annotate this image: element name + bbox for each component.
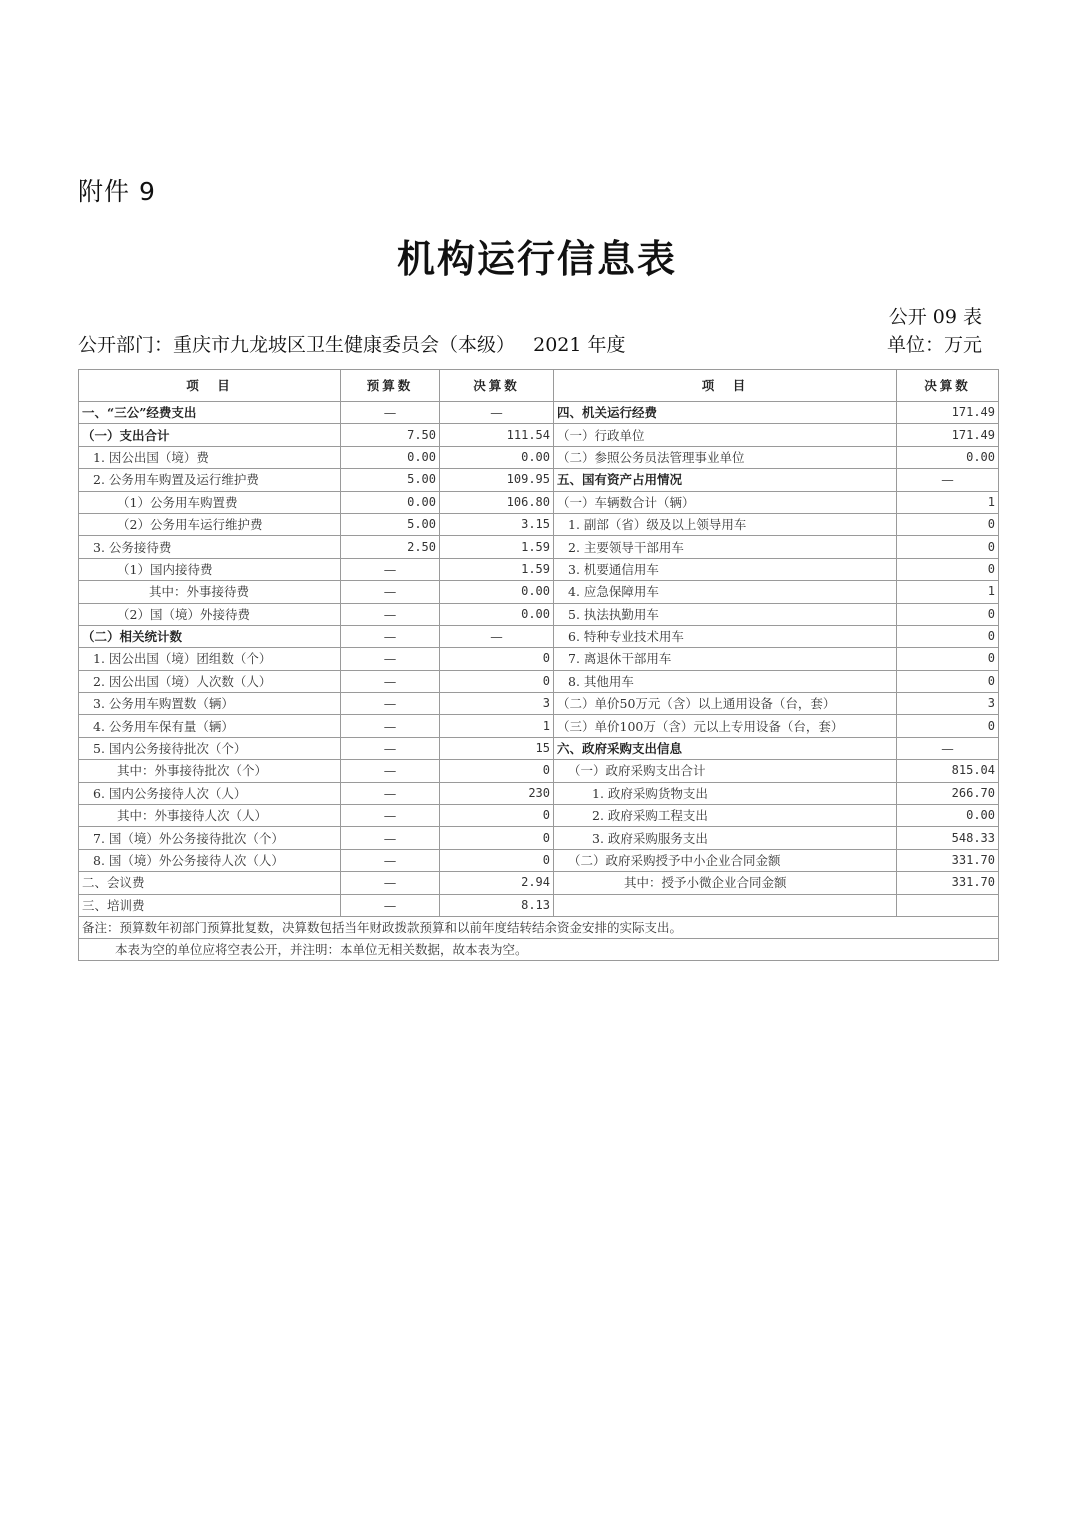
table-note-row: [79, 938, 999, 960]
header-final-right: 决算数: [897, 370, 999, 402]
item-left: （一）支出合计: [79, 424, 341, 446]
item-right: 1. 政府采购货物支出: [554, 782, 897, 804]
final-value-right: 171.49: [897, 402, 999, 424]
item-left: 2. 公务用车购置及运行维护费: [79, 469, 341, 491]
item-right: 2. 政府采购工程支出: [554, 805, 897, 827]
table-row: [79, 737, 999, 759]
table-note: 备注：预算数年初部门预算批复数，决算数包括当年财政拨款预算和以前年度结转结余资金安排的实际支出。: [79, 916, 999, 938]
final-value: 0: [440, 670, 554, 692]
budget-value: 7.50: [341, 424, 440, 446]
final-value: 0.00: [440, 581, 554, 603]
final-value: 109.95: [440, 469, 554, 491]
item-left: 1. 因公出国（境）团组数（个）: [79, 648, 341, 670]
final-value: 0: [440, 849, 554, 871]
table-body: [79, 402, 999, 917]
budget-value: —: [341, 670, 440, 692]
budget-value: —: [341, 827, 440, 849]
item-right: [554, 894, 897, 916]
final-value-right: 0: [897, 648, 999, 670]
table-row: [79, 581, 999, 603]
item-right: （二）参照公务员法管理事业单位: [554, 446, 897, 468]
item-left: 3. 公务接待费: [79, 536, 341, 558]
budget-value: 5.00: [341, 513, 440, 535]
final-value: 0: [440, 648, 554, 670]
table-row: [79, 491, 999, 513]
table-row: [79, 827, 999, 849]
table-row: [79, 424, 999, 446]
item-right: 六、政府采购支出信息: [554, 737, 897, 759]
final-value-right: 0: [897, 603, 999, 625]
item-right: 5. 执法执勤用车: [554, 603, 897, 625]
table-row: [79, 648, 999, 670]
item-left: 5. 国内公务接待批次（个）: [79, 737, 341, 759]
final-value-right: 331.70: [897, 872, 999, 894]
final-value: 15: [440, 737, 554, 759]
item-right: （三）单价100万（含）元以上专用设备（台，套）: [554, 715, 897, 737]
unit-label: 单位：万元: [886, 334, 982, 356]
final-value: 8.13: [440, 894, 554, 916]
table-row: [79, 402, 999, 424]
final-value: 106.80: [440, 491, 554, 513]
table-row: [79, 670, 999, 692]
final-value: —: [440, 402, 554, 424]
item-right: （二）政府采购授予中小企业合同金额: [554, 849, 897, 871]
item-left: 2. 因公出国（境）人次数（人）: [79, 670, 341, 692]
table-row: [79, 782, 999, 804]
item-left: 二、会议费: [79, 872, 341, 894]
final-value: 0.00: [440, 603, 554, 625]
final-value-right: 0: [897, 513, 999, 535]
table-row: [79, 760, 999, 782]
final-value: 0: [440, 827, 554, 849]
item-right: （二）单价50万元（含）以上通用设备（台，套）: [554, 693, 897, 715]
final-value-right: 1: [897, 581, 999, 603]
item-left: 其中：外事接待批次（个）: [79, 760, 341, 782]
budget-value: —: [341, 558, 440, 580]
item-right: 其中：授予小微企业合同金额: [554, 872, 897, 894]
table-row: [79, 469, 999, 491]
final-value-right: 0: [897, 536, 999, 558]
item-left: 其中：外事接待费: [79, 581, 341, 603]
table-row: [79, 872, 999, 894]
table-row: [79, 558, 999, 580]
final-value-right: 171.49: [897, 424, 999, 446]
budget-value: —: [341, 693, 440, 715]
budget-value: —: [341, 715, 440, 737]
final-value: 0.00: [440, 446, 554, 468]
final-value-right: 815.04: [897, 760, 999, 782]
item-left: 6. 国内公务接待人次（人）: [79, 782, 341, 804]
budget-value: 2.50: [341, 536, 440, 558]
budget-value: —: [341, 872, 440, 894]
form-number: 公开 09 表: [888, 306, 982, 328]
final-value-right: 0: [897, 558, 999, 580]
item-left: 三、培训费: [79, 894, 341, 916]
final-value: 0: [440, 805, 554, 827]
table-row: [79, 513, 999, 535]
item-left: 其中：外事接待人次（人）: [79, 805, 341, 827]
budget-value: 0.00: [341, 491, 440, 513]
final-value: —: [440, 625, 554, 647]
final-value-right: 3: [897, 693, 999, 715]
table-row: [79, 894, 999, 916]
budget-value: —: [341, 737, 440, 759]
table-row: [79, 715, 999, 737]
final-value-right: 0.00: [897, 805, 999, 827]
budget-value: 5.00: [341, 469, 440, 491]
info-table: [78, 369, 999, 961]
budget-value: —: [341, 760, 440, 782]
item-left: 4. 公务用车保有量（辆）: [79, 715, 341, 737]
table-row: [79, 446, 999, 468]
item-right: 3. 机要通信用车: [554, 558, 897, 580]
final-value-right: 266.70: [897, 782, 999, 804]
item-left: （2）公务用车运行维护费: [79, 513, 341, 535]
item-right: 2. 主要领导干部用车: [554, 536, 897, 558]
item-right: 1. 副部（省）级及以上领导用车: [554, 513, 897, 535]
final-value: 3.15: [440, 513, 554, 535]
header-item: 项 目: [79, 370, 341, 402]
final-value-right: 0: [897, 670, 999, 692]
final-value-right: —: [897, 737, 999, 759]
budget-value: —: [341, 581, 440, 603]
table-row: [79, 693, 999, 715]
table-header-row: [79, 370, 999, 402]
item-left: 7. 国（境）外公务接待批次（个）: [79, 827, 341, 849]
item-left: （1）国内接待费: [79, 558, 341, 580]
budget-value: 0.00: [341, 446, 440, 468]
item-right: （一）车辆数合计（辆）: [554, 491, 897, 513]
final-value: 2.94: [440, 872, 554, 894]
table-row: [79, 603, 999, 625]
item-left: （2）国（境）外接待费: [79, 603, 341, 625]
item-left: 1. 因公出国（境）费: [79, 446, 341, 468]
final-value-right: —: [897, 469, 999, 491]
item-right: 3. 政府采购服务支出: [554, 827, 897, 849]
item-right: 8. 其他用车: [554, 670, 897, 692]
final-value-right: 0: [897, 625, 999, 647]
table-row: [79, 625, 999, 647]
table-note-row: [79, 916, 999, 938]
item-right: 4. 应急保障用车: [554, 581, 897, 603]
budget-value: —: [341, 648, 440, 670]
budget-value: —: [341, 894, 440, 916]
final-value-right: [897, 894, 999, 916]
item-right: 7. 离退休干部用车: [554, 648, 897, 670]
budget-value: —: [341, 849, 440, 871]
final-value: 230: [440, 782, 554, 804]
final-value: 3: [440, 693, 554, 715]
table-row: [79, 805, 999, 827]
item-right: 6. 特种专业技术用车: [554, 625, 897, 647]
final-value-right: 1: [897, 491, 999, 513]
budget-value: —: [341, 603, 440, 625]
attachment-label: 附件 9: [78, 177, 156, 206]
header-final: 决算数: [440, 370, 554, 402]
item-right: 五、国有资产占用情况: [554, 469, 897, 491]
budget-value: —: [341, 402, 440, 424]
final-value: 1.59: [440, 536, 554, 558]
table-row: [79, 849, 999, 871]
final-value-right: 0.00: [897, 446, 999, 468]
item-left: 一、“三公”经费支出: [79, 402, 341, 424]
final-value: 111.54: [440, 424, 554, 446]
final-value: 1: [440, 715, 554, 737]
table-row: [79, 536, 999, 558]
header-budget: 预算数: [341, 370, 440, 402]
header-item-right: 项 目: [554, 370, 897, 402]
budget-value: —: [341, 782, 440, 804]
final-value-right: 331.70: [897, 849, 999, 871]
final-value: 1.59: [440, 558, 554, 580]
item-right: （一）政府采购支出合计: [554, 760, 897, 782]
item-left: 8. 国（境）外公务接待人次（人）: [79, 849, 341, 871]
final-value-right: 548.33: [897, 827, 999, 849]
item-left: 3. 公务用车购置数（辆）: [79, 693, 341, 715]
item-right: （一）行政单位: [554, 424, 897, 446]
budget-value: —: [341, 805, 440, 827]
item-left: （1）公务用车购置费: [79, 491, 341, 513]
item-right: 四、机关运行经费: [554, 402, 897, 424]
final-value-right: 0: [897, 715, 999, 737]
budget-value: —: [341, 625, 440, 647]
department-line: 公开部门：重庆市九龙坡区卫生健康委员会（本级） 2021 年度: [78, 334, 626, 356]
page-title: 机构运行信息表: [396, 236, 677, 281]
final-value: 0: [440, 760, 554, 782]
table-note: 本表为空的单位应将空表公开，并注明：本单位无相关数据，故本表为空。: [79, 938, 999, 960]
item-left: （二）相关统计数: [79, 625, 341, 647]
